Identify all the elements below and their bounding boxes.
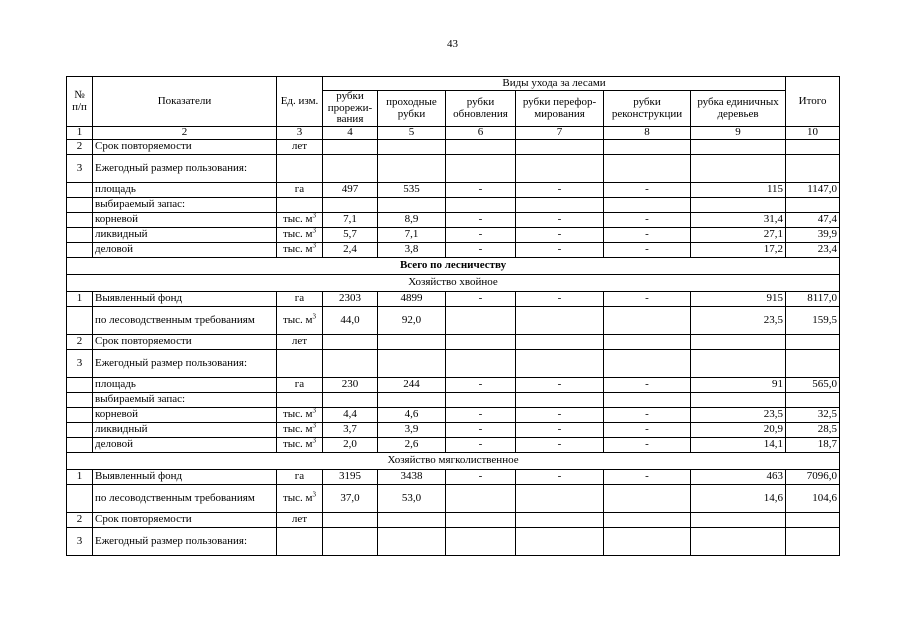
cell-value: 497 [323, 183, 378, 198]
cell-value [604, 140, 691, 155]
cell-value [446, 350, 516, 378]
row-unit [277, 513, 323, 528]
cell-value [323, 155, 378, 183]
row-number: 2 [67, 513, 93, 528]
row-number [67, 243, 93, 258]
cell-value: 7,1 [323, 213, 378, 228]
column-number: 8 [604, 127, 691, 140]
cell-value: 2,0 [323, 438, 378, 453]
column-number: 3 [277, 127, 323, 140]
cell-value: - [516, 438, 604, 453]
cell-value [378, 513, 446, 528]
unit-text: га [294, 292, 305, 305]
unit-superscript: 3 [312, 242, 317, 250]
unit-text: лет [291, 335, 308, 348]
table-row [67, 513, 840, 528]
row-unit [277, 213, 323, 228]
unit-superscript: 3 [312, 212, 317, 220]
cell-value [378, 155, 446, 183]
cell-value [516, 198, 604, 213]
row-label: ликвидный [93, 423, 277, 438]
row-unit [277, 378, 323, 393]
cell-value: - [446, 183, 516, 198]
row-unit [277, 438, 323, 453]
column-number: 9 [691, 127, 786, 140]
forest-care-table [66, 76, 840, 556]
cell-value: - [516, 213, 604, 228]
row-number [67, 307, 93, 335]
section-softwood-label: Хозяйство мягколиственное [67, 453, 840, 470]
cell-value [446, 485, 516, 513]
table-row [67, 378, 840, 393]
cell-value [516, 335, 604, 350]
cell-value [691, 155, 786, 183]
cell-value [691, 350, 786, 378]
row-unit [277, 155, 323, 183]
cell-value [604, 513, 691, 528]
section-total-forestry [67, 258, 840, 275]
unit-text: тыс. м [282, 313, 313, 326]
table-row [67, 228, 840, 243]
cell-value: 3195 [323, 470, 378, 485]
row-unit [277, 198, 323, 213]
cell-value: 2,4 [323, 243, 378, 258]
cell-value [786, 198, 840, 213]
row-number [67, 423, 93, 438]
cell-value [323, 350, 378, 378]
cell-value: 14,6 [691, 485, 786, 513]
column-number: 4 [323, 127, 378, 140]
unit-superscript: 3 [312, 407, 317, 415]
cell-value [516, 485, 604, 513]
table-row [67, 408, 840, 423]
unit-text: тыс. м [282, 438, 313, 451]
section-conifer-label: Хозяйство хвойное [67, 275, 840, 292]
row-label: по лесоводственным требованиям [93, 485, 277, 513]
cell-value [446, 393, 516, 408]
cell-value: 18,7 [786, 438, 840, 453]
cell-value [691, 513, 786, 528]
table-row [67, 198, 840, 213]
table-row [67, 393, 840, 408]
row-number [67, 438, 93, 453]
row-number [67, 393, 93, 408]
header-type: рубки перефор-мирования [516, 91, 604, 127]
section-softwood [67, 453, 840, 470]
row-label: Срок повторяемости [93, 513, 277, 528]
cell-value [691, 198, 786, 213]
cell-value [323, 528, 378, 556]
cell-value: 1147,0 [786, 183, 840, 198]
unit-text: га [294, 378, 305, 391]
column-number: 1 [67, 127, 93, 140]
page-number: 43 [447, 38, 458, 50]
cell-value: 3,7 [323, 423, 378, 438]
row-label: площадь [93, 183, 277, 198]
header-unit: Ед. изм. [277, 77, 323, 127]
row-unit [277, 350, 323, 378]
unit-superscript: 3 [312, 227, 317, 235]
cell-value [691, 528, 786, 556]
cell-value [378, 198, 446, 213]
row-number: 3 [67, 155, 93, 183]
cell-value: 535 [378, 183, 446, 198]
cell-value: 53,0 [378, 485, 446, 513]
cell-value: 115 [691, 183, 786, 198]
cell-value [786, 140, 840, 155]
table-row [67, 350, 840, 378]
cell-value: - [604, 228, 691, 243]
header-type: рубка единичных деревьев [691, 91, 786, 127]
unit-superscript: 3 [312, 422, 317, 430]
table-row [67, 183, 840, 198]
header-group: Виды ухода за лесами [323, 77, 786, 91]
cell-value: 44,0 [323, 307, 378, 335]
column-number: 2 [93, 127, 277, 140]
row-number: 2 [67, 140, 93, 155]
cell-value: 31,4 [691, 213, 786, 228]
cell-value: - [446, 408, 516, 423]
unit-text: лет [291, 513, 308, 526]
row-label: площадь [93, 378, 277, 393]
cell-value: 4899 [378, 292, 446, 307]
table-row [67, 140, 840, 155]
section-conifer [67, 275, 840, 292]
row-number [67, 228, 93, 243]
row-label: Срок повторяемости [93, 140, 277, 155]
cell-value [604, 528, 691, 556]
cell-value [604, 350, 691, 378]
cell-value: - [516, 423, 604, 438]
cell-value [378, 528, 446, 556]
cell-value: - [604, 213, 691, 228]
cell-value [323, 513, 378, 528]
cell-value: - [446, 438, 516, 453]
row-unit [277, 335, 323, 350]
cell-value: - [446, 470, 516, 485]
cell-value: 32,5 [786, 408, 840, 423]
row-number: 1 [67, 292, 93, 307]
cell-value [446, 335, 516, 350]
cell-value: - [516, 378, 604, 393]
row-number: 2 [67, 335, 93, 350]
cell-value [786, 155, 840, 183]
unit-text: тыс. м [282, 243, 313, 256]
row-label: деловой [93, 243, 277, 258]
table-row [67, 243, 840, 258]
column-number: 10 [786, 127, 840, 140]
cell-value: - [516, 183, 604, 198]
row-unit [277, 292, 323, 307]
cell-value: 14,1 [691, 438, 786, 453]
cell-value [604, 198, 691, 213]
cell-value: - [446, 423, 516, 438]
cell-value: 565,0 [786, 378, 840, 393]
table-row [67, 155, 840, 183]
row-label: выбираемый запас: [93, 393, 277, 408]
cell-value: - [604, 292, 691, 307]
unit-superscript: 3 [312, 437, 317, 445]
table-row [67, 470, 840, 485]
header-indicators: Показатели [93, 77, 277, 127]
row-number: 3 [67, 350, 93, 378]
cell-value: - [516, 408, 604, 423]
cell-value [786, 393, 840, 408]
row-unit [277, 307, 323, 335]
table-row [67, 213, 840, 228]
header-total: Итого [786, 77, 840, 127]
cell-value: 7096,0 [786, 470, 840, 485]
cell-value [516, 528, 604, 556]
row-number [67, 198, 93, 213]
cell-value: 23,5 [691, 408, 786, 423]
cell-value: 3438 [378, 470, 446, 485]
row-label: Ежегодный размер пользования: [93, 528, 277, 556]
unit-text: тыс. м [282, 423, 313, 436]
cell-value: - [446, 228, 516, 243]
table-row [67, 335, 840, 350]
cell-value [691, 393, 786, 408]
row-unit [277, 140, 323, 155]
cell-value [323, 140, 378, 155]
unit-text: га [294, 470, 305, 483]
cell-value: 104,6 [786, 485, 840, 513]
header-type: рубки реконструкции [604, 91, 691, 127]
cell-value: - [446, 243, 516, 258]
cell-value: 5,7 [323, 228, 378, 243]
row-label: Ежегодный размер пользования: [93, 155, 277, 183]
header-num: № п/п [67, 77, 93, 127]
column-number: 5 [378, 127, 446, 140]
header-type: рубки прорежи-вания [323, 91, 378, 127]
cell-value [446, 307, 516, 335]
cell-value: - [516, 228, 604, 243]
row-label: Выявленный фонд [93, 292, 277, 307]
cell-value: - [516, 292, 604, 307]
cell-value: - [446, 213, 516, 228]
row-label: по лесоводственным требованиям [93, 307, 277, 335]
cell-value [604, 155, 691, 183]
cell-value [786, 335, 840, 350]
cell-value: 244 [378, 378, 446, 393]
cell-value [604, 307, 691, 335]
cell-value [323, 335, 378, 350]
unit-text: лет [291, 140, 308, 153]
row-label: корневой [93, 408, 277, 423]
cell-value: 915 [691, 292, 786, 307]
row-unit [277, 183, 323, 198]
cell-value [446, 198, 516, 213]
unit-superscript: 3 [312, 312, 317, 321]
column-number: 7 [516, 127, 604, 140]
cell-value: 2303 [323, 292, 378, 307]
cell-value [323, 198, 378, 213]
row-unit [277, 485, 323, 513]
cell-value [323, 393, 378, 408]
cell-value: 7,1 [378, 228, 446, 243]
cell-value [378, 350, 446, 378]
header-type: проходные рубки [378, 91, 446, 127]
row-unit [277, 393, 323, 408]
cell-value: 28,5 [786, 423, 840, 438]
unit-text: тыс. м [282, 213, 313, 226]
cell-value [786, 350, 840, 378]
table-row [67, 528, 840, 556]
row-label: выбираемый запас: [93, 198, 277, 213]
row-label: ликвидный [93, 228, 277, 243]
row-number [67, 213, 93, 228]
cell-value [516, 513, 604, 528]
cell-value [604, 393, 691, 408]
table-row [67, 438, 840, 453]
row-number: 3 [67, 528, 93, 556]
table-row [67, 423, 840, 438]
cell-value [446, 140, 516, 155]
cell-value [446, 528, 516, 556]
row-label: корневой [93, 213, 277, 228]
row-number: 1 [67, 470, 93, 485]
cell-value [516, 393, 604, 408]
cell-value: - [516, 470, 604, 485]
cell-value: 92,0 [378, 307, 446, 335]
cell-value: 2,6 [378, 438, 446, 453]
cell-value [786, 513, 840, 528]
row-number [67, 408, 93, 423]
cell-value [446, 513, 516, 528]
section-total-forestry-label: Всего по лесничеству [67, 258, 840, 275]
cell-value [516, 140, 604, 155]
cell-value [691, 335, 786, 350]
cell-value [604, 335, 691, 350]
cell-value: - [604, 378, 691, 393]
column-number: 6 [446, 127, 516, 140]
cell-value [378, 393, 446, 408]
cell-value: 4,4 [323, 408, 378, 423]
cell-value [378, 335, 446, 350]
cell-value: 23,4 [786, 243, 840, 258]
row-number [67, 485, 93, 513]
cell-value: - [516, 243, 604, 258]
cell-value [516, 155, 604, 183]
unit-text: га [294, 183, 305, 196]
cell-value: - [446, 292, 516, 307]
unit-text: тыс. м [282, 228, 313, 241]
row-label: Ежегодный размер пользования: [93, 350, 277, 378]
table-row [67, 292, 840, 307]
cell-value: 8,9 [378, 213, 446, 228]
row-label: Срок повторяемости [93, 335, 277, 350]
cell-value: 91 [691, 378, 786, 393]
cell-value [516, 307, 604, 335]
row-number [67, 378, 93, 393]
cell-value: 463 [691, 470, 786, 485]
row-unit [277, 243, 323, 258]
row-unit [277, 408, 323, 423]
cell-value [378, 140, 446, 155]
cell-value: 23,5 [691, 307, 786, 335]
cell-value: 159,5 [786, 307, 840, 335]
row-unit [277, 470, 323, 485]
cell-value: 39,9 [786, 228, 840, 243]
column-numbers-row [67, 127, 840, 140]
unit-text: тыс. м [282, 491, 313, 504]
cell-value: 3,9 [378, 423, 446, 438]
row-label: деловой [93, 438, 277, 453]
cell-value: - [604, 408, 691, 423]
row-number [67, 183, 93, 198]
unit-superscript: 3 [312, 490, 317, 499]
cell-value [786, 528, 840, 556]
cell-value: 230 [323, 378, 378, 393]
unit-text: тыс. м [282, 408, 313, 421]
cell-value: 27,1 [691, 228, 786, 243]
cell-value [691, 140, 786, 155]
cell-value: 17,2 [691, 243, 786, 258]
cell-value [604, 485, 691, 513]
cell-value: - [446, 378, 516, 393]
cell-value [446, 155, 516, 183]
cell-value [516, 350, 604, 378]
row-unit [277, 423, 323, 438]
cell-value: - [604, 470, 691, 485]
header-type: рубки обновления [446, 91, 516, 127]
cell-value: 47,4 [786, 213, 840, 228]
row-unit [277, 528, 323, 556]
row-label: Выявленный фонд [93, 470, 277, 485]
cell-value: - [604, 243, 691, 258]
row-unit [277, 228, 323, 243]
cell-value: 37,0 [323, 485, 378, 513]
cell-value: 4,6 [378, 408, 446, 423]
cell-value: - [604, 438, 691, 453]
cell-value: - [604, 423, 691, 438]
cell-value: - [604, 183, 691, 198]
cell-value: 8117,0 [786, 292, 840, 307]
cell-value: 3,8 [378, 243, 446, 258]
cell-value: 20,9 [691, 423, 786, 438]
table-row [67, 485, 840, 513]
table-row [67, 307, 840, 335]
